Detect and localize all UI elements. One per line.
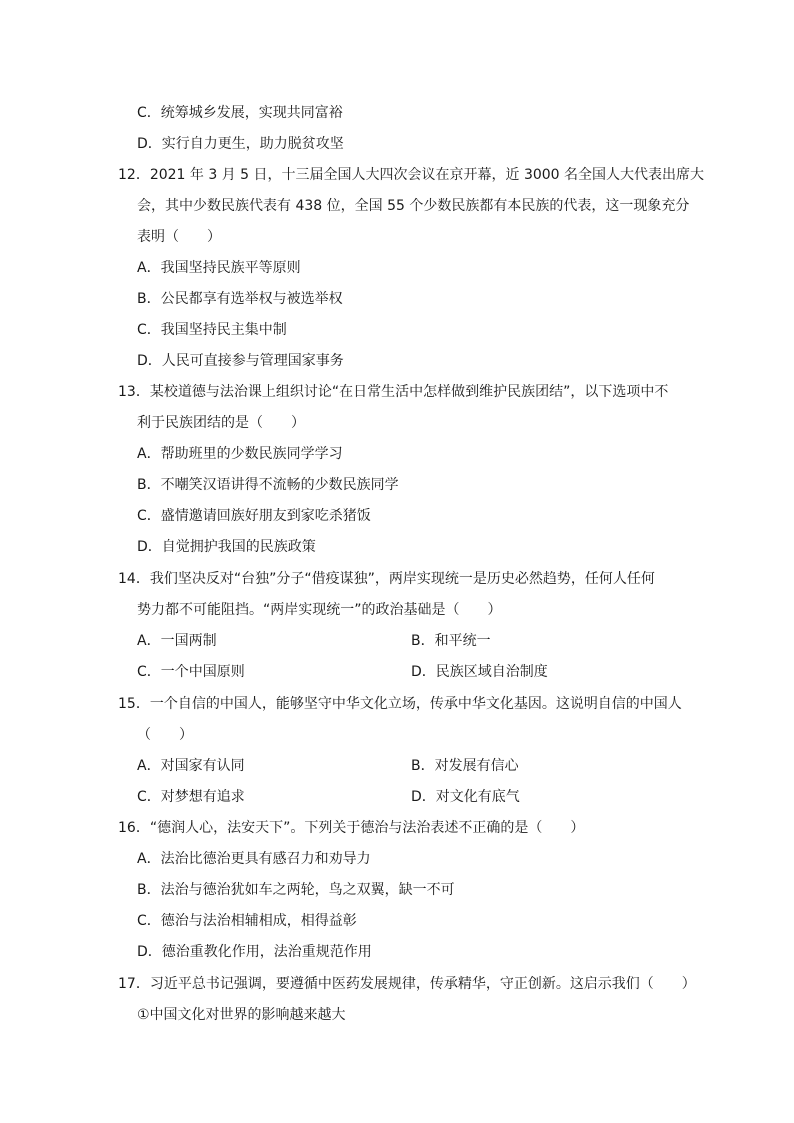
q12-option-d: D．人民可直接参与管理国家事务	[137, 353, 344, 369]
q12-option-b: B．公民都享有选举权与被选举权	[137, 291, 343, 307]
q16-stem-line-1: 16．“德润人心，法安天下”。下列关于德治与法治表述不正确的是（ ）	[118, 820, 585, 836]
q15-option-c: C．对梦想有追求	[137, 789, 245, 805]
q16-option-a: A．法治比德治更具有感召力和劝导力	[137, 851, 371, 867]
q11-option-d: D．实行自力更生，助力脱贫攻坚	[137, 136, 344, 152]
q15-option-d: D．对文化有底气	[411, 789, 520, 805]
q13-option-b: B．不嘲笑汉语讲得不流畅的少数民族同学	[137, 477, 399, 493]
q13-option-a: A．帮助班里的少数民族同学学习	[137, 446, 343, 462]
q12-stem-line-2: 会，其中少数民族代表有 438 位，全国 55 个少数民族都有本民族的代表，这一现象充分	[137, 198, 690, 214]
q13-option-d: D．自觉拥护我国的民族政策	[137, 539, 316, 555]
q16-option-d: D．德治重教化作用，法治重规范作用	[137, 944, 372, 960]
q13-option-c: C．盛情邀请回族好朋友到家吃杀猪饭	[137, 508, 371, 524]
q12-option-a: A．我国坚持民族平等原则	[137, 260, 301, 276]
q14-option-c: C．一个中国原则	[137, 664, 245, 680]
q14-stem-line-1: 14．我们坚决反对“台独”分子“借疫谋独”，两岸实现统一是历史必然趋势，任何人任何	[118, 571, 655, 587]
q14-stem-line-2: 势力都不可能阻挡。“两岸实现统一”的政治基础是（ ）	[137, 602, 502, 618]
q15-stem-line-2: （ ）	[137, 727, 193, 743]
q16-option-b: B．法治与德治犹如车之两轮，鸟之双翼，缺一不可	[137, 882, 455, 898]
q12-option-c: C．我国坚持民主集中制	[137, 322, 287, 338]
q14-option-a: A．一国两制	[137, 633, 217, 649]
q15-option-a: A．对国家有认同	[137, 758, 245, 774]
q12-stem-line-1: 12．2021 年 3 月 5 日，十三届全国人大四次会议在京开幕，近 3000 名全国人大代表出席大	[118, 167, 705, 183]
q12-stem-line-3: 表明（ ）	[137, 229, 221, 245]
q14-option-d: D．民族区域自治制度	[411, 664, 548, 680]
q11-option-c: C．统筹城乡发展，实现共同富裕	[137, 105, 343, 121]
q15-option-b: B．对发展有信心	[411, 758, 519, 774]
q13-stem-line-2: 利于民族团结的是（ ）	[137, 415, 305, 431]
q17-stem-line-1: 17．习近平总书记强调，要遵循中医药发展规律，传承精华，守正创新。这启示我们（ ）	[118, 976, 696, 992]
q13-stem-line-1: 13．某校道德与法治课上组织讨论“在日常生活中怎样做到维护民族团结”，以下选项中不	[118, 384, 669, 400]
q16-option-c: C．德治与法治相辅相成，相得益彰	[137, 913, 357, 929]
q17-item-1: ①中国文化对世界的影响越来越大	[137, 1007, 346, 1023]
q14-option-b: B．和平统一	[411, 633, 491, 649]
q15-stem-line-1: 15．一个自信的中国人，能够坚守中华文化立场，传承中华文化基因。这说明自信的中国人	[118, 696, 682, 712]
